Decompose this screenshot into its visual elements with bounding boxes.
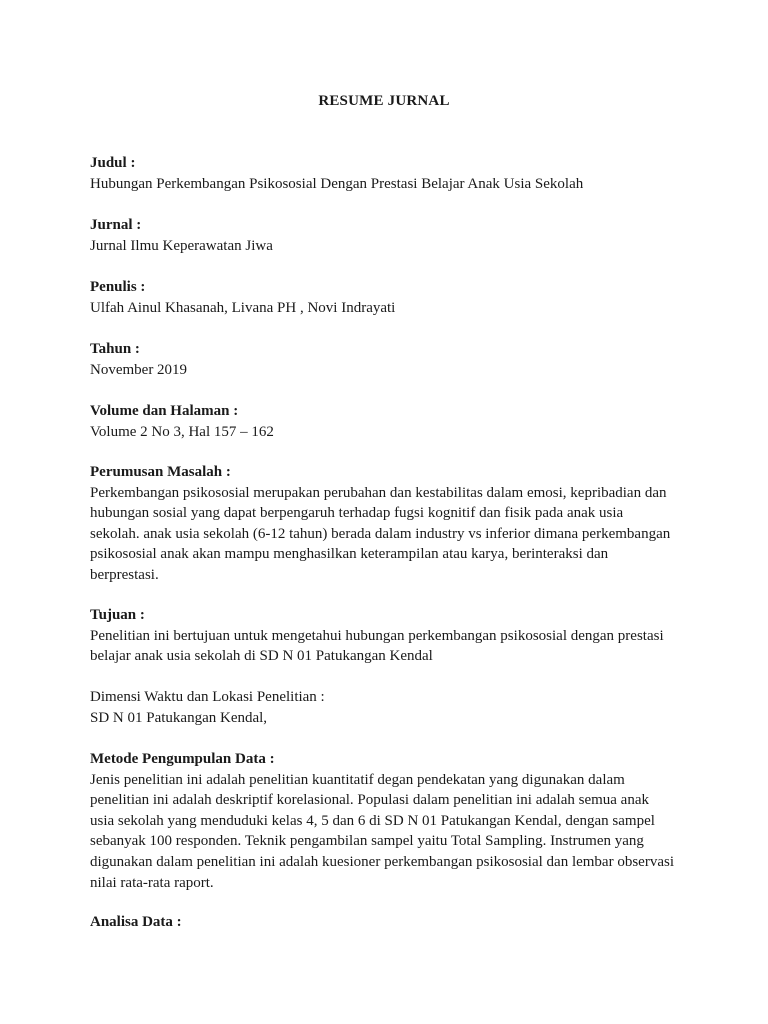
section-metode	[90, 749, 690, 893]
section-penulis	[90, 277, 690, 318]
section-text: Ulfah Ainul Khasanah, Livana PH , Novi Indrayati	[90, 299, 396, 316]
section-judul	[90, 153, 690, 194]
section-text-line: hubungan sosial yang dapat berpengaruh terhadap fugsi kognitif dan fisik pada anak usia	[90, 505, 624, 522]
section-text-line: penelitian ini adalah deskriptif korelasional. Populasi dalam penelitian ini adalah semua anak	[90, 792, 649, 809]
section-heading: Perumusan Masalah :	[90, 464, 231, 480]
section-text: Volume 2 No 3, Hal 157 – 162	[90, 423, 274, 440]
section-tahun	[90, 339, 690, 380]
section-perumusan-masalah	[90, 462, 690, 586]
section-text-line: nilai rata-rata raport.	[90, 874, 214, 891]
section-text-line: psikososial anak akan mampu menghasilkan keterampilan atau karya, berinteraksi dan	[90, 546, 609, 563]
section-text-line: Perkembangan psikososial merupakan perubahan dan kestabilitas dalam emosi, kepribadian dan	[90, 484, 667, 501]
section-text-line: Jenis penelitian ini adalah penelitian kuantitatif degan pendekatan yang digunakan dalam	[90, 771, 625, 788]
section-heading: Judul :	[90, 155, 136, 171]
section-jurnal	[90, 215, 690, 256]
section-analisa	[90, 912, 690, 933]
section-text-line: berprestasi.	[90, 566, 159, 583]
section-heading: Tujuan :	[90, 607, 145, 623]
section-text: November 2019	[90, 361, 188, 378]
section-text-line: sekolah. anak usia sekolah (6-12 tahun) berada dalam industry vs inferior dimana perkembangan	[90, 525, 671, 542]
section-heading: Tahun :	[90, 341, 140, 357]
section-text: SD N 01 Patukangan Kendal,	[90, 709, 268, 726]
section-volume	[90, 401, 690, 442]
section-heading: Analisa Data :	[90, 914, 182, 930]
section-tujuan	[90, 605, 690, 667]
section-text-line: belajar anak usia sekolah di SD N 01 Patukangan Kendal	[90, 648, 433, 665]
section-heading: Volume dan Halaman :	[90, 403, 239, 419]
section-text-line: digunakan dalam penelitian ini adalah kuesioner perkembangan psikososial dan lembar observasi	[90, 853, 674, 870]
section-dimensi	[90, 687, 690, 728]
section-text: Jurnal Ilmu Keperawatan Jiwa	[90, 237, 273, 254]
section-text-line: sebanyak 100 responden. Teknik pengambilan sampel yaitu Total Sampling. Instrumen yang	[90, 833, 644, 850]
section-text: Hubungan Perkembangan Psikososial Dengan Prestasi Belajar Anak Usia Sekolah	[90, 175, 584, 192]
section-heading: Penulis :	[90, 279, 146, 295]
section-heading: Metode Pengumpulan Data :	[90, 751, 275, 767]
section-text-line: usia sekolah yang menduduki kelas 4, 5 dan 6 di SD N 01 Patukangan Kendal, dengan sampel	[90, 812, 655, 829]
section-heading: Jurnal :	[90, 217, 142, 233]
section-heading: Dimensi Waktu dan Lokasi Penelitian :	[90, 689, 325, 705]
section-text-line: Penelitian ini bertujuan untuk mengetahui hubungan perkembangan psikososial dengan prestasi	[90, 627, 664, 644]
document-title: RESUME JURNAL	[318, 93, 450, 109]
